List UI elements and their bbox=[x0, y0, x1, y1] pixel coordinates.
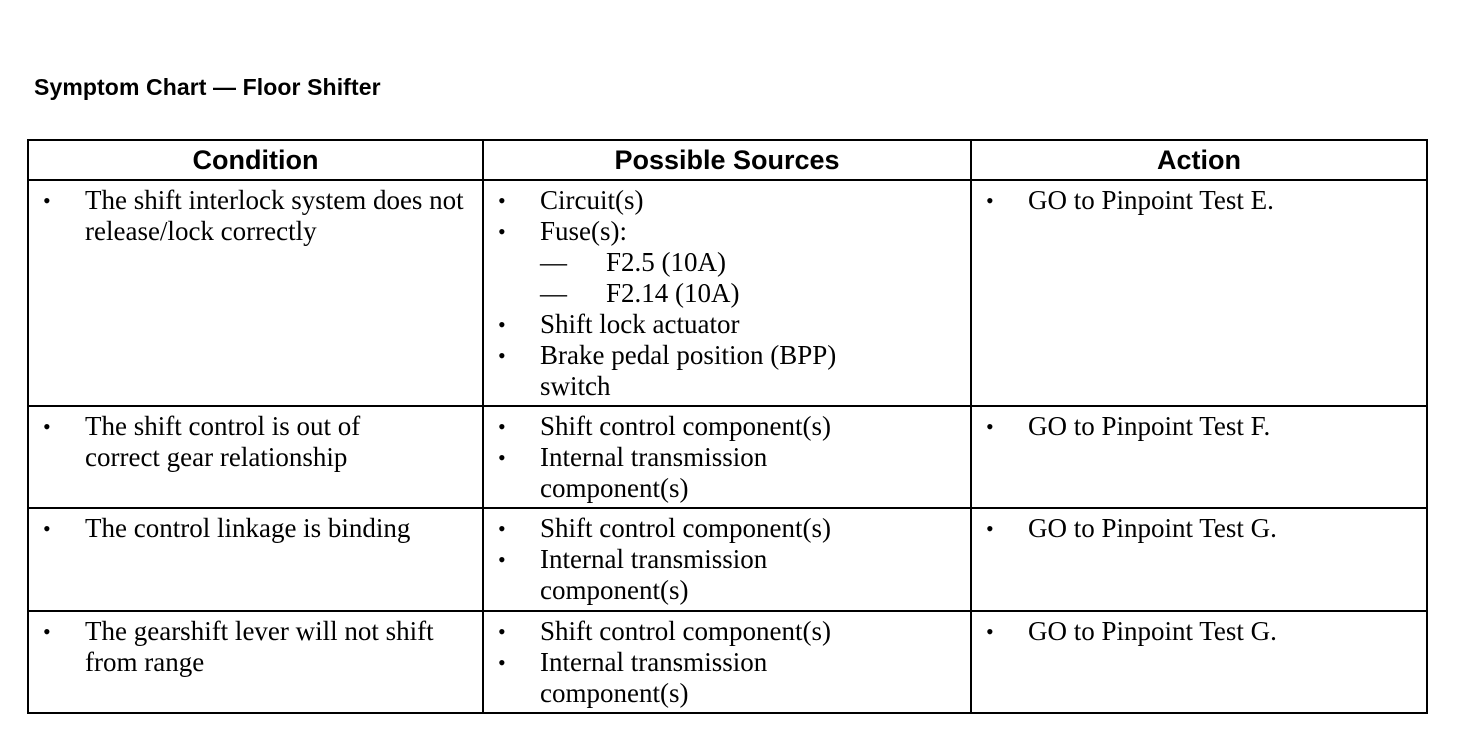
action-text: • GO to Pinpoint Test G. bbox=[972, 616, 1422, 647]
condition-cell bbox=[28, 611, 483, 713]
sources-cell bbox=[483, 508, 971, 611]
condition-cell bbox=[28, 406, 483, 508]
source-item: • Shift control component(s) bbox=[484, 616, 966, 647]
fuse-item: — F2.14 (10A) bbox=[540, 278, 966, 309]
condition-text: • The shift interlock system does not release/lock correctly bbox=[29, 185, 467, 247]
action-cell bbox=[971, 406, 1427, 508]
condition-text: • The shift control is out of correct gear relationship bbox=[29, 411, 425, 473]
page-title: Symptom Chart — Floor Shifter bbox=[34, 74, 381, 100]
source-item: • Internal transmission component(s) bbox=[484, 544, 820, 606]
column-header-possible-sources: Possible Sources bbox=[483, 140, 971, 180]
fuse-item: — F2.5 (10A) bbox=[540, 247, 966, 278]
column-header-condition: Condition bbox=[28, 140, 483, 180]
condition-cell bbox=[28, 180, 483, 406]
source-item: • Shift lock actuator bbox=[484, 309, 966, 340]
source-item-label: Fuse(s): bbox=[540, 216, 627, 246]
source-item: • Internal transmission component(s) bbox=[484, 647, 820, 709]
action-cell bbox=[971, 611, 1427, 713]
action-text: • GO to Pinpoint Test E. bbox=[972, 185, 1422, 216]
condition-text: • The control linkage is binding bbox=[29, 513, 478, 544]
symptom-chart-table bbox=[27, 139, 1428, 714]
action-cell bbox=[971, 180, 1427, 406]
table-row bbox=[28, 180, 1427, 406]
table-row bbox=[28, 508, 1427, 611]
sources-cell bbox=[483, 406, 971, 508]
source-item: • Shift control component(s) bbox=[484, 513, 966, 544]
sources-cell bbox=[483, 611, 971, 713]
table-header-row bbox=[28, 140, 1427, 180]
sources-cell bbox=[483, 180, 971, 406]
action-text: • GO to Pinpoint Test F. bbox=[972, 411, 1422, 442]
source-item: • Circuit(s) bbox=[484, 185, 966, 216]
action-cell bbox=[971, 508, 1427, 611]
source-item: • Shift control component(s) bbox=[484, 411, 966, 442]
action-text: • GO to Pinpoint Test G. bbox=[972, 513, 1422, 544]
source-item-fuses bbox=[484, 216, 966, 309]
condition-cell bbox=[28, 508, 483, 611]
column-header-action: Action bbox=[971, 140, 1427, 180]
table-row bbox=[28, 611, 1427, 713]
source-item: • Brake pedal position (BPP) switch bbox=[484, 340, 890, 402]
condition-text: • The gearshift lever will not shift from range bbox=[29, 616, 445, 678]
source-item: • Internal transmission component(s) bbox=[484, 442, 820, 504]
table-row bbox=[28, 406, 1427, 508]
